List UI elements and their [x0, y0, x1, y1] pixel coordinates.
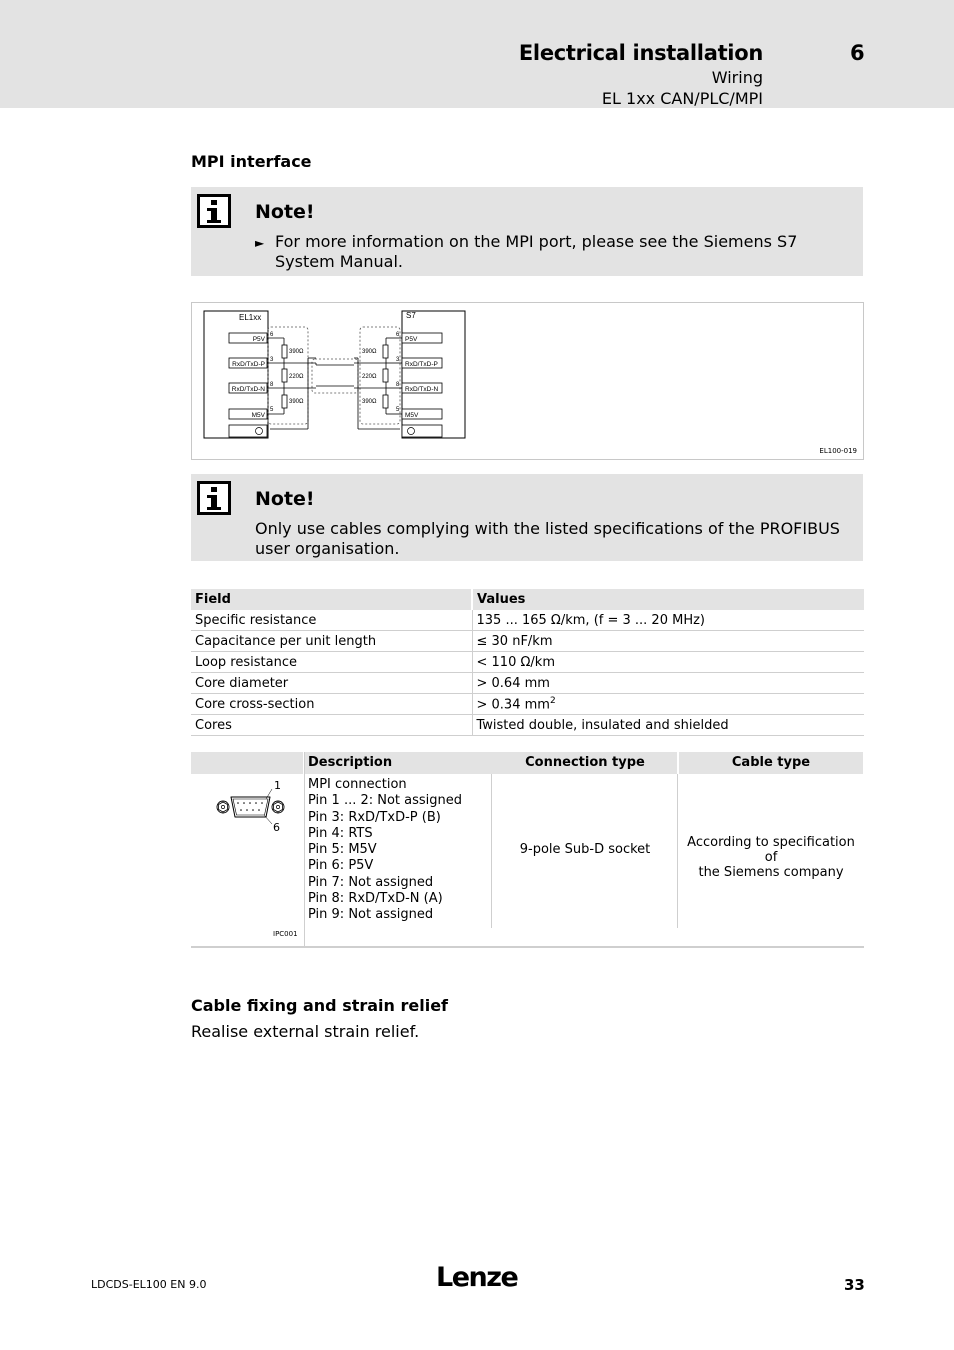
- description-line: Pin 4: RTS: [308, 825, 373, 841]
- right-pin-rxd-n: [402, 383, 442, 393]
- table-cell: < 110 Ω/km: [472, 652, 864, 673]
- left-pin-rxd-p: [229, 358, 267, 368]
- table-cell: Specific resistance: [191, 610, 472, 631]
- table-cell: Core diameter: [191, 673, 472, 694]
- column-header: Values: [472, 589, 864, 610]
- resistor-label: 220Ω: [362, 374, 377, 380]
- table-cell: Twisted double, insulated and shielded: [472, 715, 864, 736]
- resistor-label: 390Ω: [362, 399, 377, 405]
- resistor-label: 220Ω: [289, 374, 304, 380]
- left-pin-rxd-n: [229, 383, 267, 393]
- pin-number: 6: [396, 332, 400, 338]
- chapter-title: Electrical installation: [518, 41, 763, 65]
- document-id: LDCDS-EL100 EN 9.0: [91, 1278, 207, 1291]
- pin-number: 6: [270, 332, 274, 338]
- svg-text:RxD/TxD-P: RxD/TxD-P: [232, 361, 265, 368]
- table-cell: Cores: [191, 715, 472, 736]
- description-line: Pin 3: RxD/TxD-P (B): [308, 809, 441, 825]
- table-cell: 135 ... 165 Ω/km, (f = 3 ... 20 MHz): [472, 610, 864, 631]
- svg-text:P5V: P5V: [252, 336, 265, 343]
- strain-relief-text: Realise external strain relief.: [191, 1022, 420, 1041]
- left-pin-p5v: [229, 333, 267, 343]
- table-cell: Loop resistance: [191, 652, 472, 673]
- page-number: 33: [844, 1276, 865, 1294]
- right-pin-p5v: [402, 333, 442, 343]
- lenze-logo: Lenze: [436, 1262, 518, 1293]
- note-text: For more information on the MPI port, please see the Siemens S7 System Manual.: [275, 232, 798, 271]
- description-line: Pin 8: RxD/TxD-N (A): [308, 891, 443, 907]
- pin-number: 8: [396, 382, 400, 388]
- cable-type: [679, 835, 863, 880]
- table-row: [191, 673, 864, 694]
- svg-text:RxD/TxD-N: RxD/TxD-N: [231, 386, 265, 393]
- table-row: [191, 715, 864, 736]
- cable-type-line: the Siemens company: [698, 865, 844, 880]
- table-row: [191, 652, 864, 673]
- cell-value: > 0.34 mm: [476, 697, 550, 713]
- table-cell: Core cross-section: [191, 694, 472, 715]
- section-title-strain-relief: Cable fixing and strain relief: [191, 996, 449, 1015]
- sub-d-connector-icon: [211, 777, 301, 837]
- header-band: [0, 0, 954, 108]
- pin-label-1: 1: [274, 779, 281, 792]
- right-pin-rxd-p: [402, 358, 442, 368]
- right-pin-m5v: [402, 409, 442, 419]
- description-line: Pin 6: P5V: [308, 858, 374, 874]
- image-id: IPC001: [273, 930, 298, 938]
- superscript: 2: [549, 695, 556, 706]
- svg-text:M5V: M5V: [251, 412, 265, 419]
- column-header-empty: [191, 752, 303, 774]
- chapter-number: 6: [850, 41, 865, 65]
- table-row: [191, 610, 864, 631]
- figure-id: EL100-019: [819, 447, 857, 455]
- cable-spec-table: [191, 589, 864, 736]
- note-box: [191, 187, 863, 276]
- description-line: Pin 5: M5V: [308, 842, 377, 858]
- bullet-arrow-icon: ►: [255, 236, 265, 250]
- table-cell: ≤ 30 nF/km: [472, 631, 864, 652]
- column-header: Connection type: [493, 752, 677, 774]
- connection-table: [191, 752, 864, 948]
- subchapter-title: Wiring: [711, 68, 763, 87]
- svg-text:RxD/TxD-P: RxD/TxD-P: [405, 361, 438, 368]
- info-icon: [197, 194, 231, 228]
- pin-number: 3: [396, 357, 400, 363]
- resistor-label: 390Ω: [362, 349, 377, 355]
- description-line: Pin 9: Not assigned: [308, 907, 434, 923]
- column-header: Field: [191, 589, 472, 610]
- svg-text:M5V: M5V: [405, 412, 419, 419]
- pin-number: 5: [270, 407, 274, 413]
- pin-label-6: 6: [273, 821, 280, 834]
- description-line: MPI connection: [308, 777, 407, 792]
- table-row: [191, 631, 864, 652]
- cable-type-line: According to specification of: [687, 835, 855, 865]
- subsection-title: EL 1xx CAN/PLC/MPI: [601, 89, 763, 108]
- left-device-label: EL1xx: [239, 313, 262, 322]
- resistor-label: 390Ω: [289, 349, 304, 355]
- section-title-mpi: MPI interface: [191, 152, 312, 171]
- svg-text:RxD/TxD-N: RxD/TxD-N: [405, 386, 439, 393]
- pin-number: 8: [270, 382, 274, 388]
- table-cell: > 0.64 mm: [472, 673, 864, 694]
- left-pin-m5v: [229, 409, 267, 419]
- table-cell: [472, 694, 864, 715]
- note-title: Note!: [255, 201, 315, 223]
- pin-description: [308, 777, 462, 924]
- pin-number: 3: [270, 357, 274, 363]
- right-device-label: S7: [406, 311, 416, 320]
- resistor-label: 390Ω: [289, 399, 304, 405]
- description-line: Pin 1 ... 2: Not assigned: [308, 793, 463, 809]
- wiring-diagram-svg: [192, 303, 863, 459]
- note-text: Only use cables complying with the listed specifications of the PROFIBUS user organisation.: [255, 519, 840, 558]
- svg-text:P5V: P5V: [405, 336, 418, 343]
- column-header: Cable type: [679, 752, 863, 774]
- connection-type: 9-pole Sub-D socket: [519, 842, 651, 857]
- description-line: Pin 7: Not assigned: [308, 874, 434, 890]
- note-box: [191, 474, 863, 561]
- column-header: Description: [305, 752, 493, 774]
- info-icon: [197, 481, 231, 515]
- pin-number: 5: [396, 407, 400, 413]
- note-title: Note!: [255, 488, 315, 510]
- table-cell: Capacitance per unit length: [191, 631, 472, 652]
- mpi-wiring-diagram: [191, 302, 864, 460]
- table-row: [191, 694, 864, 715]
